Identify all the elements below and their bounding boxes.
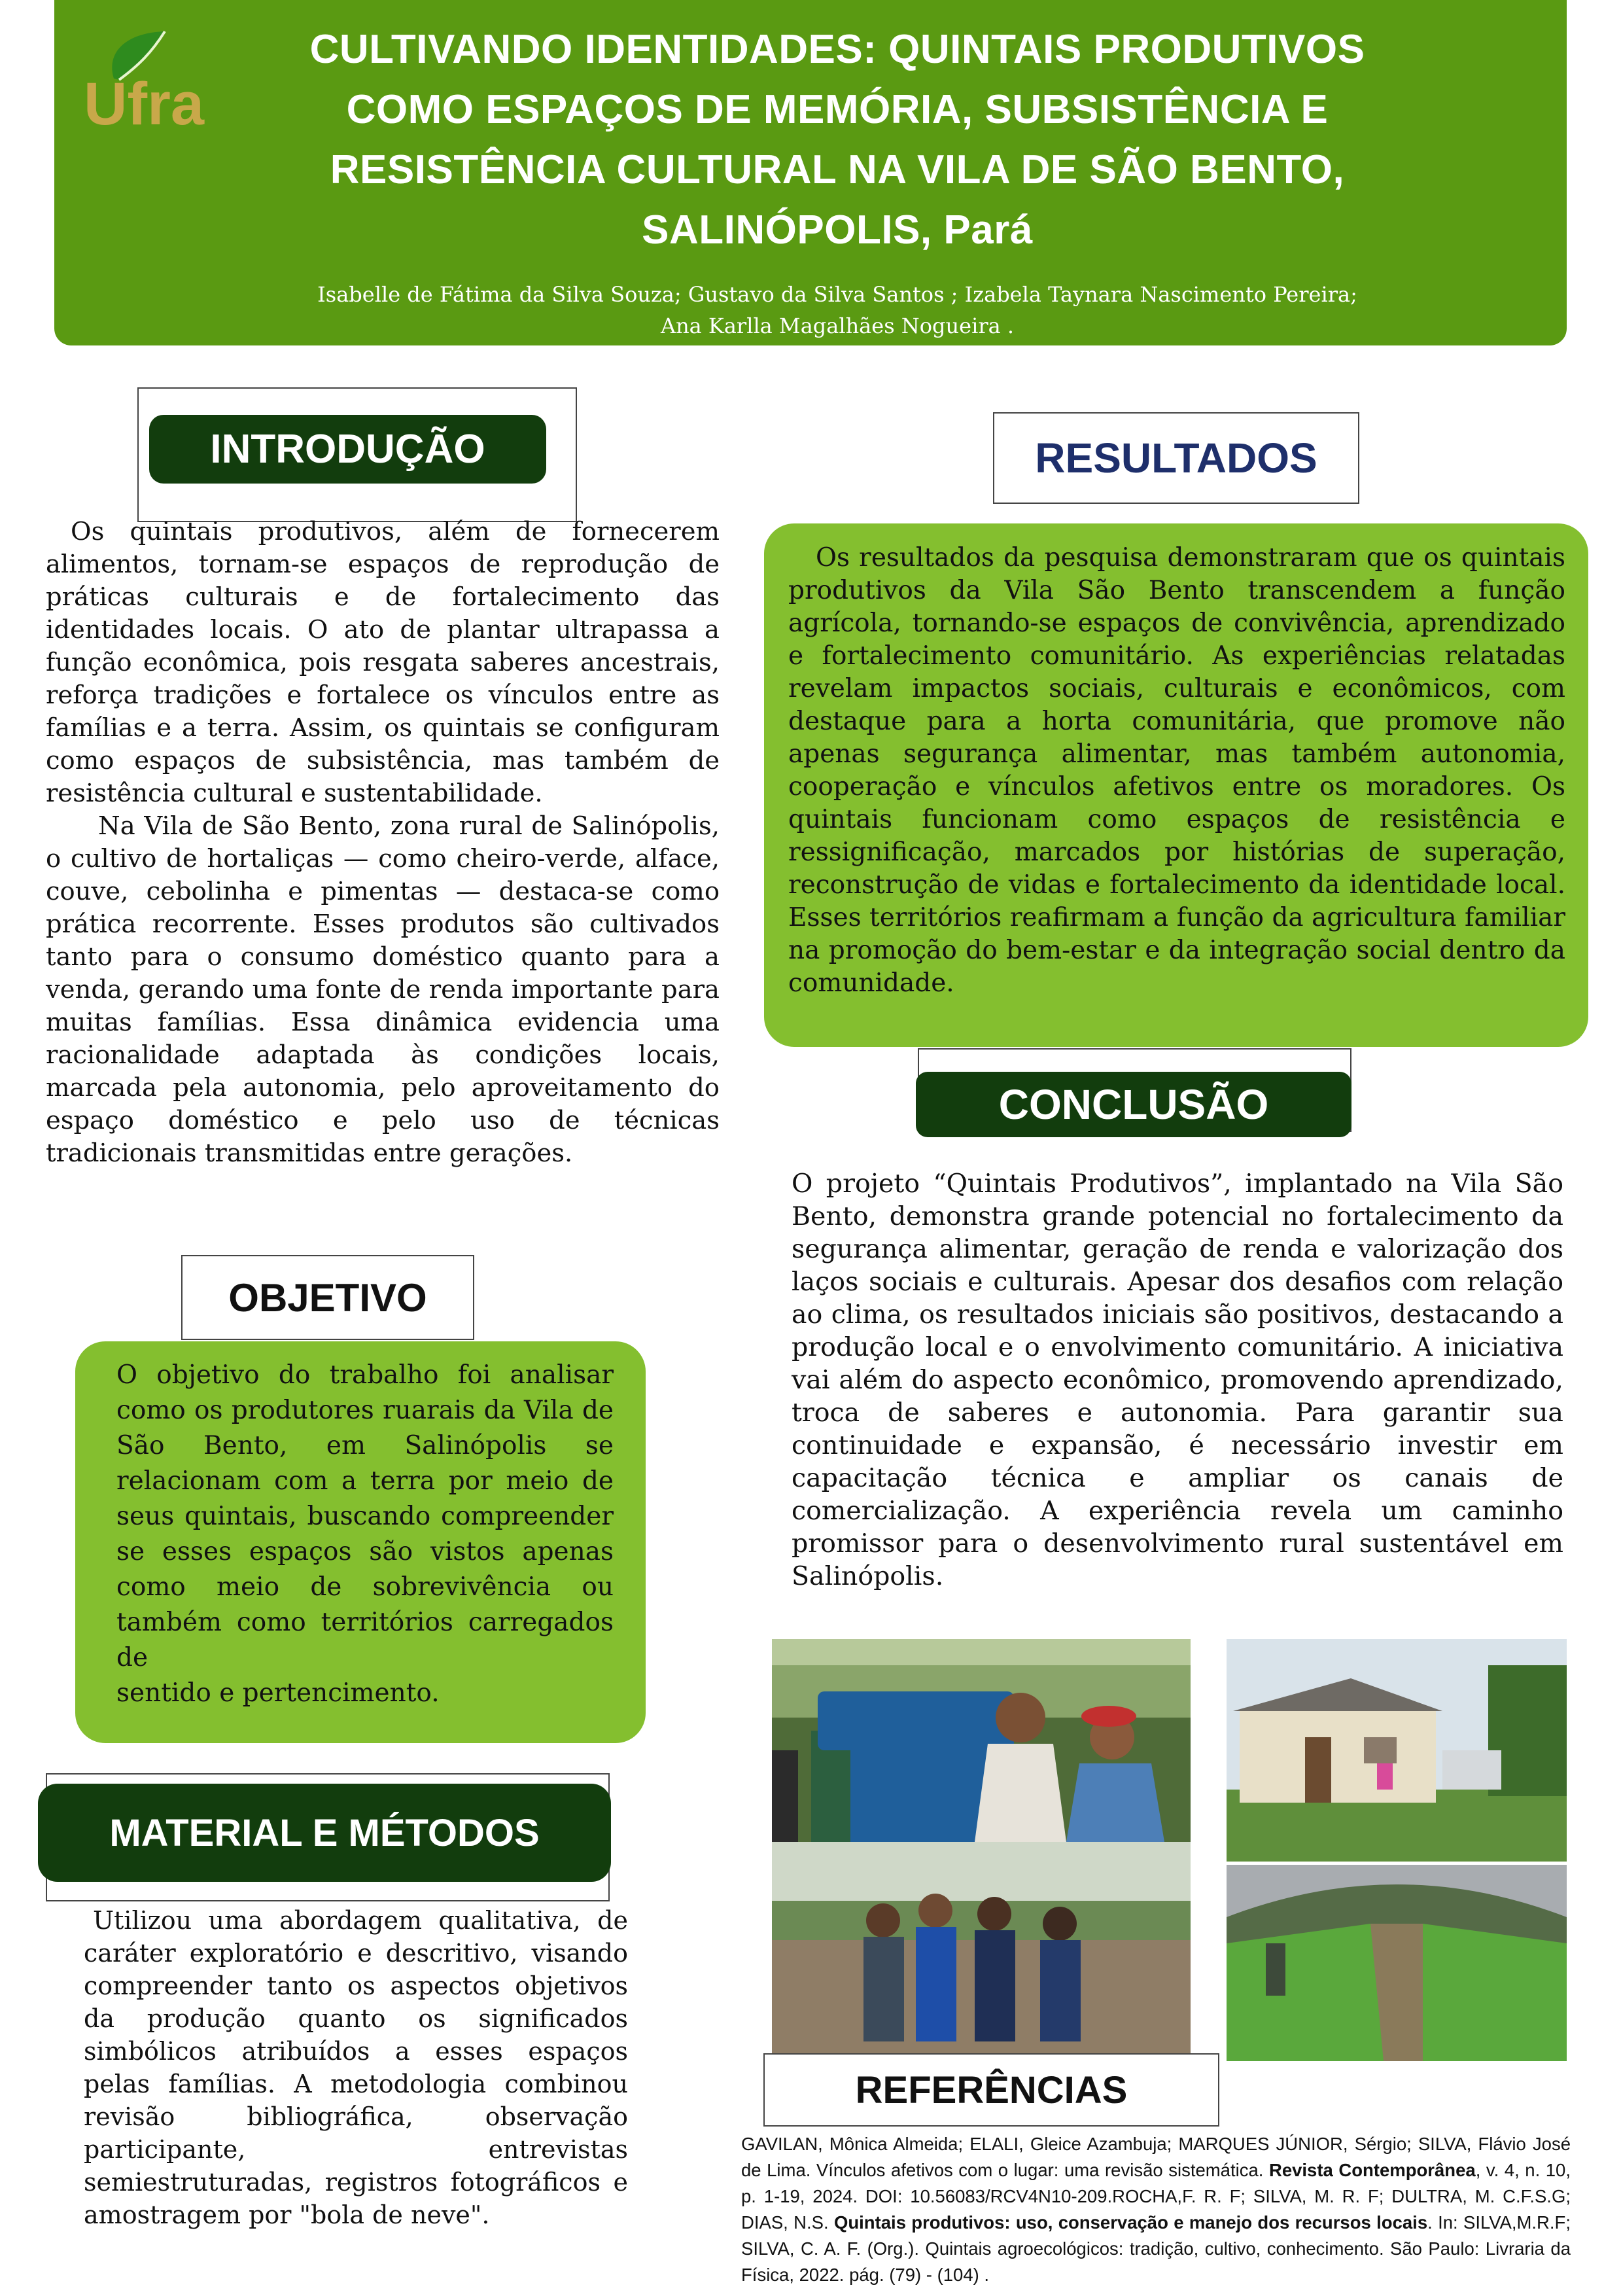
conclusao-paragraph: O projeto “Quintais Produtivos”, implantado na Vila São Bento, demonstra grande potencial no fortalecimento da segurança alimentar, geração de renda e valorização dos laços sociais e culturais. Apesar dos desafios com relação ao clima, os resultados iniciais são positivos, destacando a produção local e o envolvimento comunitário. A iniciativa vai além do aspecto econômico, promovendo aprendizado, troca de saberes e autonomia. Para garantir sua continuidade e expansão, é necessário investir em capacitação técnica e ampliar os canais de comercialização. A experiência revela um caminho promissor para o desenvolvimento rural sustentável em Salinópolis. — [792, 1169, 1563, 1591]
title-line: SALINÓPOLIS, Pará — [642, 207, 1033, 253]
reference-1-tail: , v. 4, n. 10, p. 1-19, 2024. DOI: 10.56083/RCV4N10-209. — [741, 2160, 1571, 2206]
poster-title — [209, 20, 1465, 260]
photo-group — [772, 1842, 1191, 2055]
authors-line: Ana Karlla Magalhães Nogueira . — [660, 313, 1015, 338]
objetivo-paragraph: O objetivo do trabalho foi analisar como os produtores ruarais da Vila de São Bento, em Salinópolis se relacionam com a terra por meio de seus quintais, buscando compreender se esses espaços são vistos apenas como meio de sobrevivência ou também como territórios carregados de — [116, 1360, 614, 1672]
objetivo-heading: OBJETIVO — [181, 1255, 474, 1340]
resultados-paragraph: Os resultados da pesquisa demonstraram que os quintais produtivos da Vila São Bento transcendem a função agrícola, tornando-se espaços de convivência, aprendizado e fortalecimento comunitário. As experiências relatadas revelam impactos sociais, culturais e econômicos, com destaque para a horta comunitária, que promove não apenas segurança alimentar, mas também autonomia, cooperação e vínculos afetivos entre os moradores. Os quintais funcionam como espaços de resistência e ressignificação, marcados por histórias de superação, reconstrução de vidas e fortalecimento da identidade local. Esses territórios reafirmam a função da agricultura familiar na promoção do bem-estar e da integração social dentro da comunidade. — [788, 543, 1565, 998]
conclusao-heading: CONCLUSÃO — [916, 1072, 1351, 1137]
title-line: CULTIVANDO IDENTIDADES: QUINTAIS PRODUTIVOS — [309, 27, 1365, 72]
photo-greenhouse — [1227, 1865, 1567, 2061]
referencias-text — [741, 2131, 1571, 2288]
title-line: RESISTÊNCIA CULTURAL NA VILA DE SÃO BENTO, — [330, 147, 1345, 192]
objetivo-text — [116, 1358, 614, 1711]
objetivo-last-line: sentido e pertencimento. — [116, 1678, 440, 1708]
introducao-paragraph: Na Vila de São Bento, zona rural de Salinópolis, o cultivo de hortaliças — como cheiro-verde, alface, couve, cebolinha e pimentas — destaca-se como prática recorrente. Esses produtos são cultivados tanto para o consumo doméstico quanto para a venda, gerando uma fonte de renda importante para muitas famílias. Essa dinâmica evidencia uma racionalidade adaptada às condições locais, marcada pela autonomia, pelo aproveitamento do espaço doméstico e pelo uso de técnicas tradicionais transmitidas entre gerações. — [46, 811, 720, 1168]
introducao-heading: INTRODUÇÃO — [149, 415, 546, 484]
photo-house — [1227, 1639, 1567, 1862]
introducao-paragraph: Os quintais produtivos, além de fornecerem alimentos, tornam-se espaços de reprodução de práticas culturais e de fortalecimento das identidades locais. O ato de plantar ultrapassa a função econômica, pois resgata saberes ancestrais, reforça tradições e fortalece os vínculos entre as famílias e a terra. Assim, os quintais se configuram como espaços de subsistência, mas também de resistência cultural e sustentabilidade. — [46, 517, 720, 808]
resultados-heading: RESULTADOS — [993, 412, 1359, 504]
reference-2-title: Quintais produtivos: uso, conservação e manejo dos recursos locais — [833, 2212, 1428, 2233]
conclusao-text — [792, 1167, 1563, 1593]
material-paragraph: Utilizou uma abordagem qualitativa, de caráter exploratório e descritivo, visando compreender tanto os aspectos objetivos da produção quanto os significados simbólicos atribuídos a esses espaços pelas famílias. A metodologia combinou revisão bibliográfica, observação participante, entrevistas semiestruturadas, registros fotográficos e amostragem por "bola de neve". — [84, 1906, 628, 2229]
authors-line: Isabelle de Fátima da Silva Souza; Gustavo da Silva Santos ; Izabela Taynara Nascimento Pereira; — [317, 282, 1357, 307]
material-text — [84, 1904, 628, 2231]
logo-text: Ufra — [84, 71, 205, 131]
introducao-text — [46, 516, 720, 1170]
reference-2-tail: . In: SILVA,M.R.F; SILVA, C. A. F. (Org.). Quintais agroecológicos: tradição, cultivo, conhecimento. São Paulo: Livraria da Física, 2022. pág. (79) - (104) . — [741, 2212, 1571, 2285]
authors — [209, 279, 1465, 342]
reference-1-journal: Revista Contemporânea — [1268, 2160, 1476, 2180]
material-heading: MATERIAL E MÉTODOS — [38, 1784, 611, 1882]
resultados-text — [788, 542, 1565, 1000]
reference-1-text: GAVILAN, Mônica Almeida; ELALI, Gleice Azambuja; MARQUES JÚNIOR, Sérgio; SILVA, Flávio José de Lima. Vínculos afetivos com o lugar: uma revisão sistemática. — [741, 2134, 1571, 2180]
photo-tank-workers — [772, 1639, 1191, 1842]
reference-2-text: ROCHA,F. R. F; SILVA, M. R. F; DULTRA, M. C.F.S.G; DIAS, N.S. — [741, 2186, 1571, 2233]
referencias-heading: REFERÊNCIAS — [763, 2053, 1219, 2127]
title-line: COMO ESPAÇOS DE MEMÓRIA, SUBSISTÊNCIA E — [346, 87, 1329, 132]
